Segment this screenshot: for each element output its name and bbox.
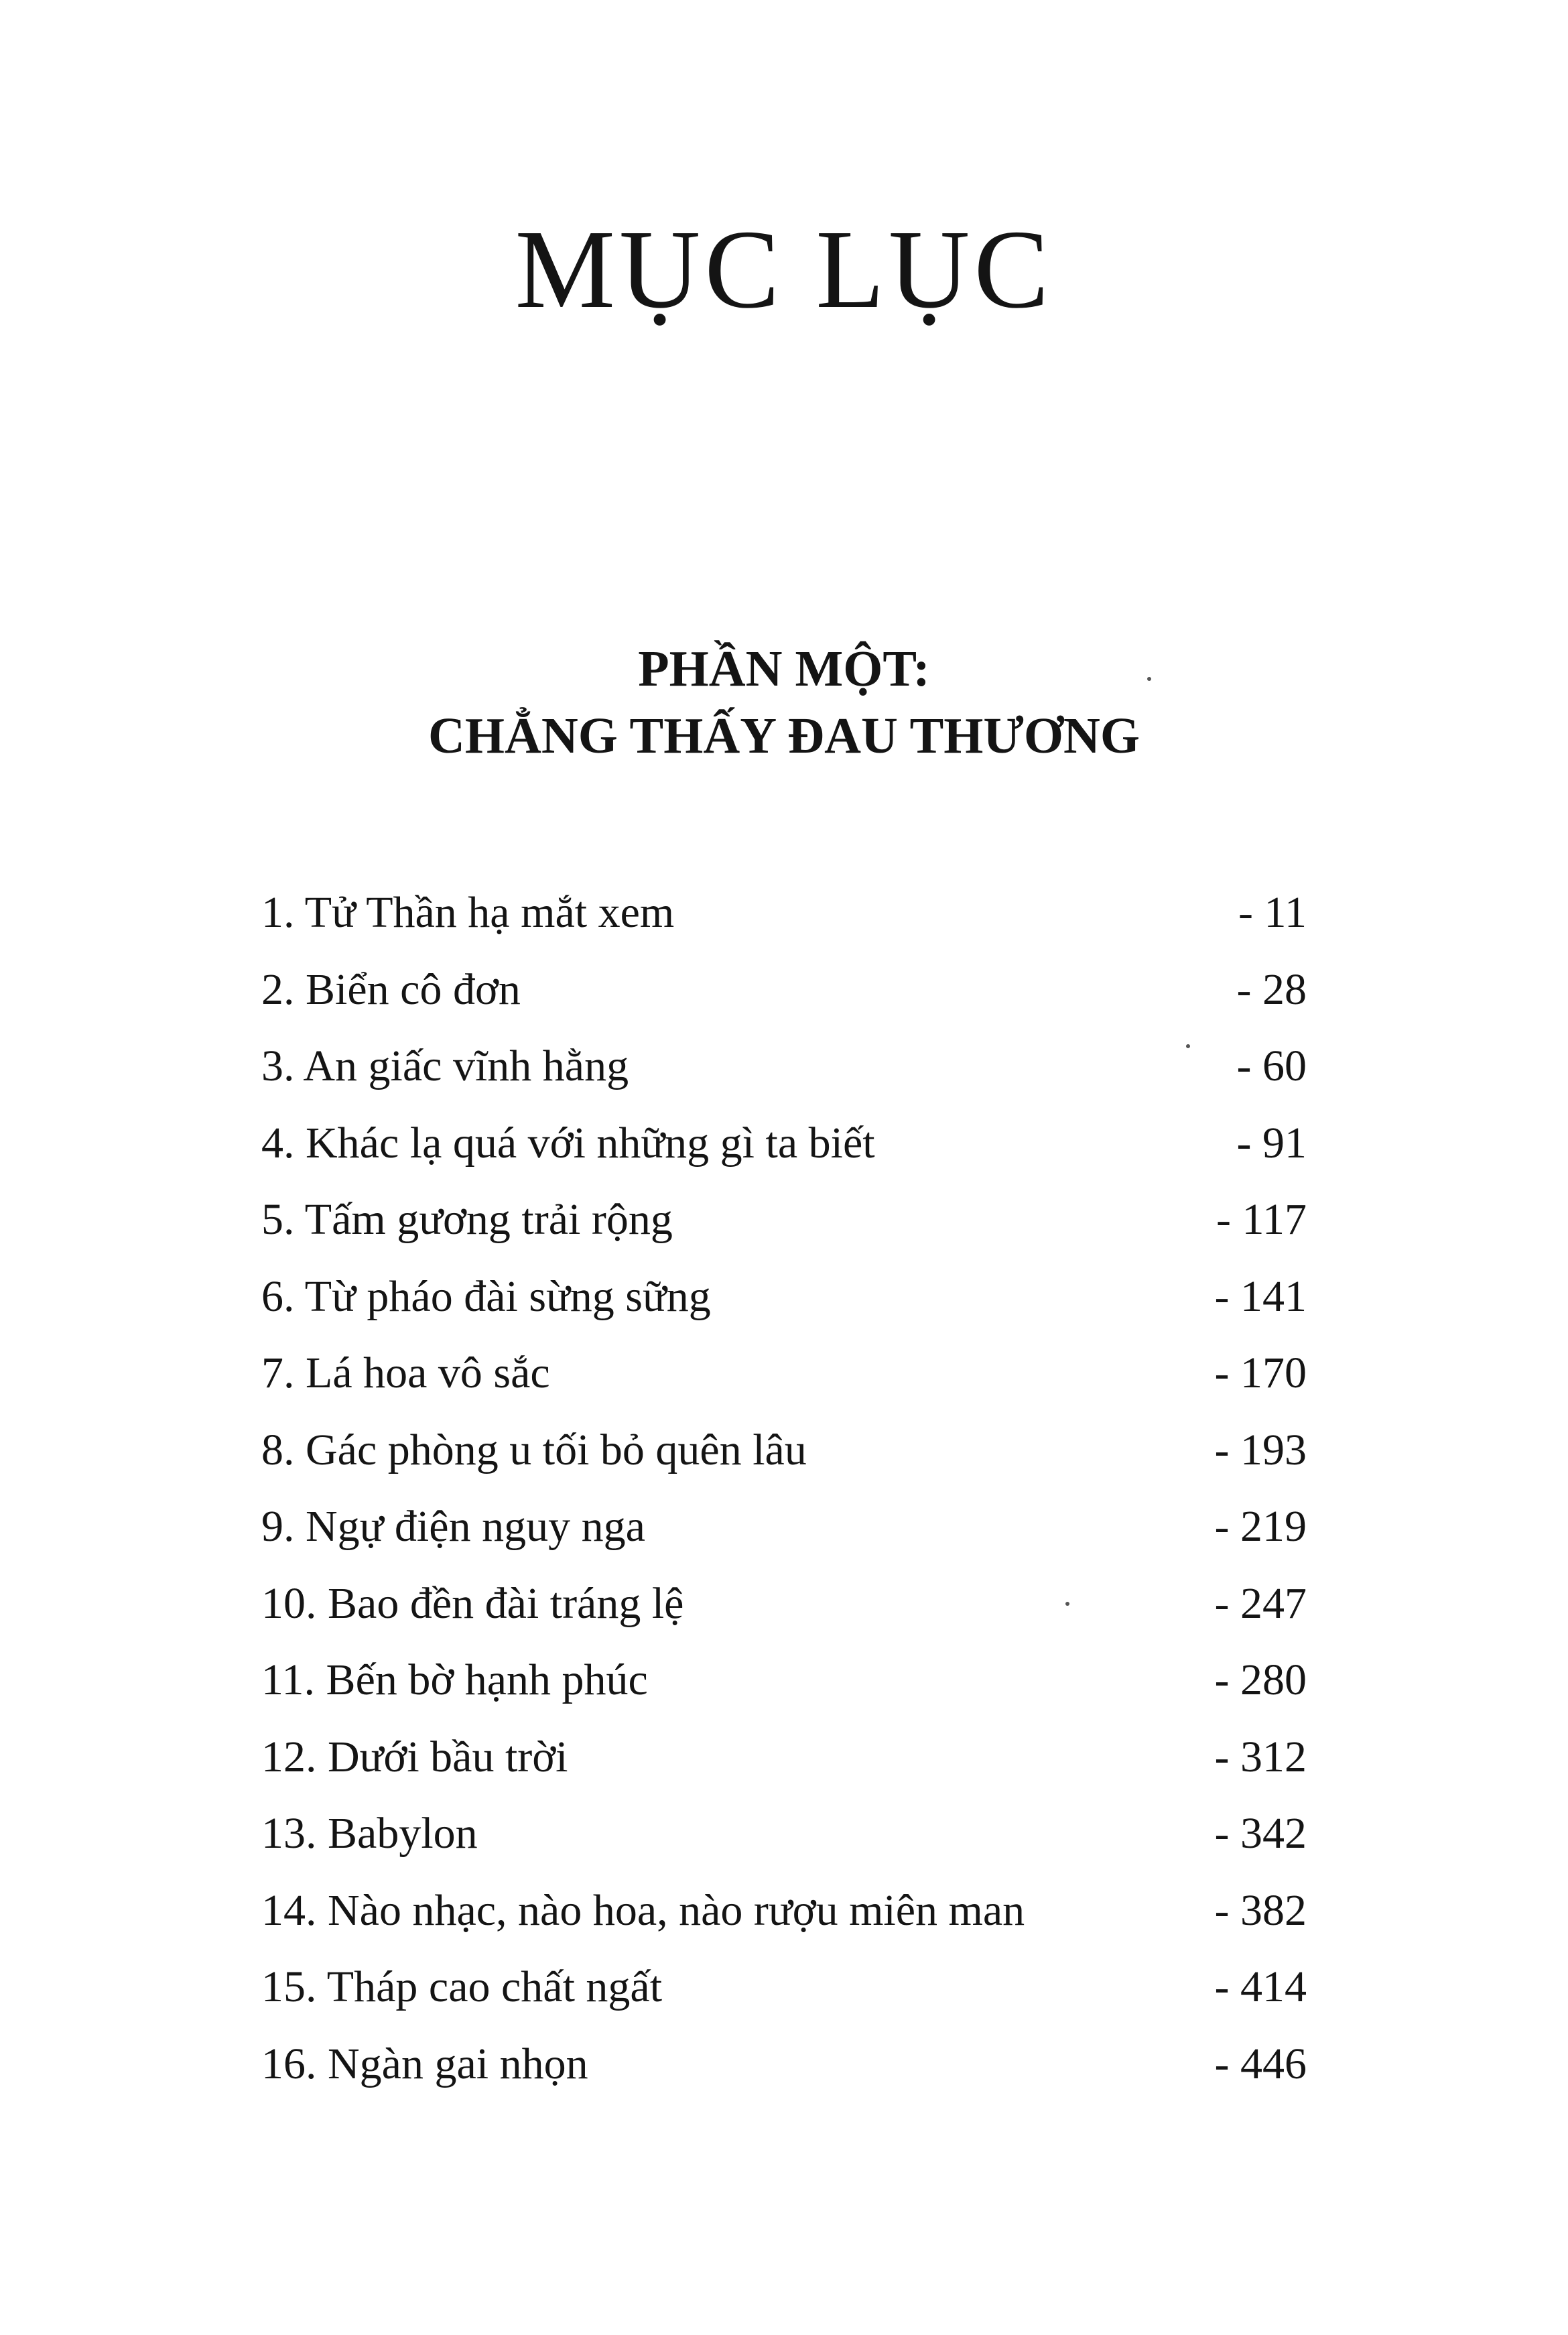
toc-entry (261, 1566, 1307, 1643)
toc-entry-page: - 219 (1214, 1502, 1307, 1551)
toc-entry-page: - 117 (1216, 1195, 1307, 1244)
toc-entry-page: - 446 (1214, 2039, 1307, 2088)
toc-entry-page: - 280 (1214, 1655, 1307, 1704)
toc-entry-page: - 141 (1214, 1271, 1307, 1321)
toc-entry-page: - 91 (1236, 1118, 1307, 1168)
toc-entry (261, 1335, 1307, 1412)
toc-entry-title: 10. Bao đền đài tráng lệ (261, 1578, 684, 1628)
toc-entry-page: - 60 (1236, 1042, 1307, 1090)
toc-entry-page: - 414 (1214, 1962, 1307, 2011)
toc-entry (261, 2026, 1307, 2103)
toc-entry (261, 875, 1307, 952)
page-title: MỤC LỤC (515, 207, 1053, 332)
toc-entry-title: 7. Lá hoa vô sắc (261, 1348, 550, 1397)
paper-speck (1147, 677, 1151, 681)
toc-entry (261, 1105, 1307, 1182)
part-heading (0, 635, 1568, 769)
toc-entry-title: 4. Khác lạ quá với những gì ta biết (261, 1118, 875, 1168)
part-number: PHẦN MỘT: (638, 641, 930, 697)
toc-entry-title: 1. Tử Thần hạ mắt xem (261, 888, 675, 937)
toc-entry-page: - 170 (1214, 1348, 1307, 1397)
toc-entry (261, 1259, 1307, 1336)
toc-entry-page: - 28 (1236, 964, 1307, 1014)
toc-entry (261, 1489, 1307, 1566)
toc-entry (261, 1412, 1307, 1489)
toc-entry-title: 11. Bến bờ hạnh phúc (261, 1655, 648, 1704)
toc-entry-page: - 247 (1214, 1578, 1307, 1628)
toc-entry-page: - 342 (1214, 1809, 1307, 1858)
toc-entry-title: 9. Ngự điện nguy nga (261, 1502, 645, 1551)
toc-entry-title: 15. Tháp cao chất ngất (261, 1962, 663, 2011)
toc-entry (261, 952, 1307, 1029)
toc-entry (261, 1182, 1307, 1259)
toc-entry-title: 3. An giấc vĩnh hằng (261, 1042, 629, 1090)
toc-list (261, 875, 1307, 2102)
toc-entry (261, 1642, 1307, 1719)
toc-entry (261, 1028, 1307, 1105)
toc-entry-title: 8. Gác phòng u tối bỏ quên lâu (261, 1425, 807, 1474)
toc-entry-title: 16. Ngàn gai nhọn (261, 2039, 588, 2088)
toc-entry (261, 1795, 1307, 1873)
paper-speck (1186, 1044, 1190, 1048)
toc-entry-title: 5. Tấm gương trải rộng (261, 1195, 673, 1244)
toc-entry (261, 1949, 1307, 2026)
toc-entry-page: - 11 (1238, 888, 1307, 937)
toc-entry-title: 13. Babylon (261, 1809, 478, 1858)
toc-entry-page: - 312 (1214, 1732, 1307, 1781)
part-title: CHẲNG THẤY ĐAU THƯƠNG (428, 708, 1140, 764)
toc-entry-title: 6. Từ pháo đài sừng sững (261, 1271, 711, 1321)
toc-entry-page: - 193 (1214, 1425, 1307, 1474)
toc-entry-title: 14. Nào nhạc, nào hoa, nào rượu miên man (261, 1885, 1025, 1935)
toc-entry-page: - 382 (1214, 1885, 1307, 1935)
toc-entry (261, 1873, 1307, 1950)
toc-entry-title: 2. Biển cô đơn (261, 964, 521, 1014)
toc-entry (261, 1719, 1307, 1796)
paper-speck (1065, 1602, 1069, 1606)
toc-entry-title: 12. Dưới bầu trời (261, 1732, 568, 1781)
